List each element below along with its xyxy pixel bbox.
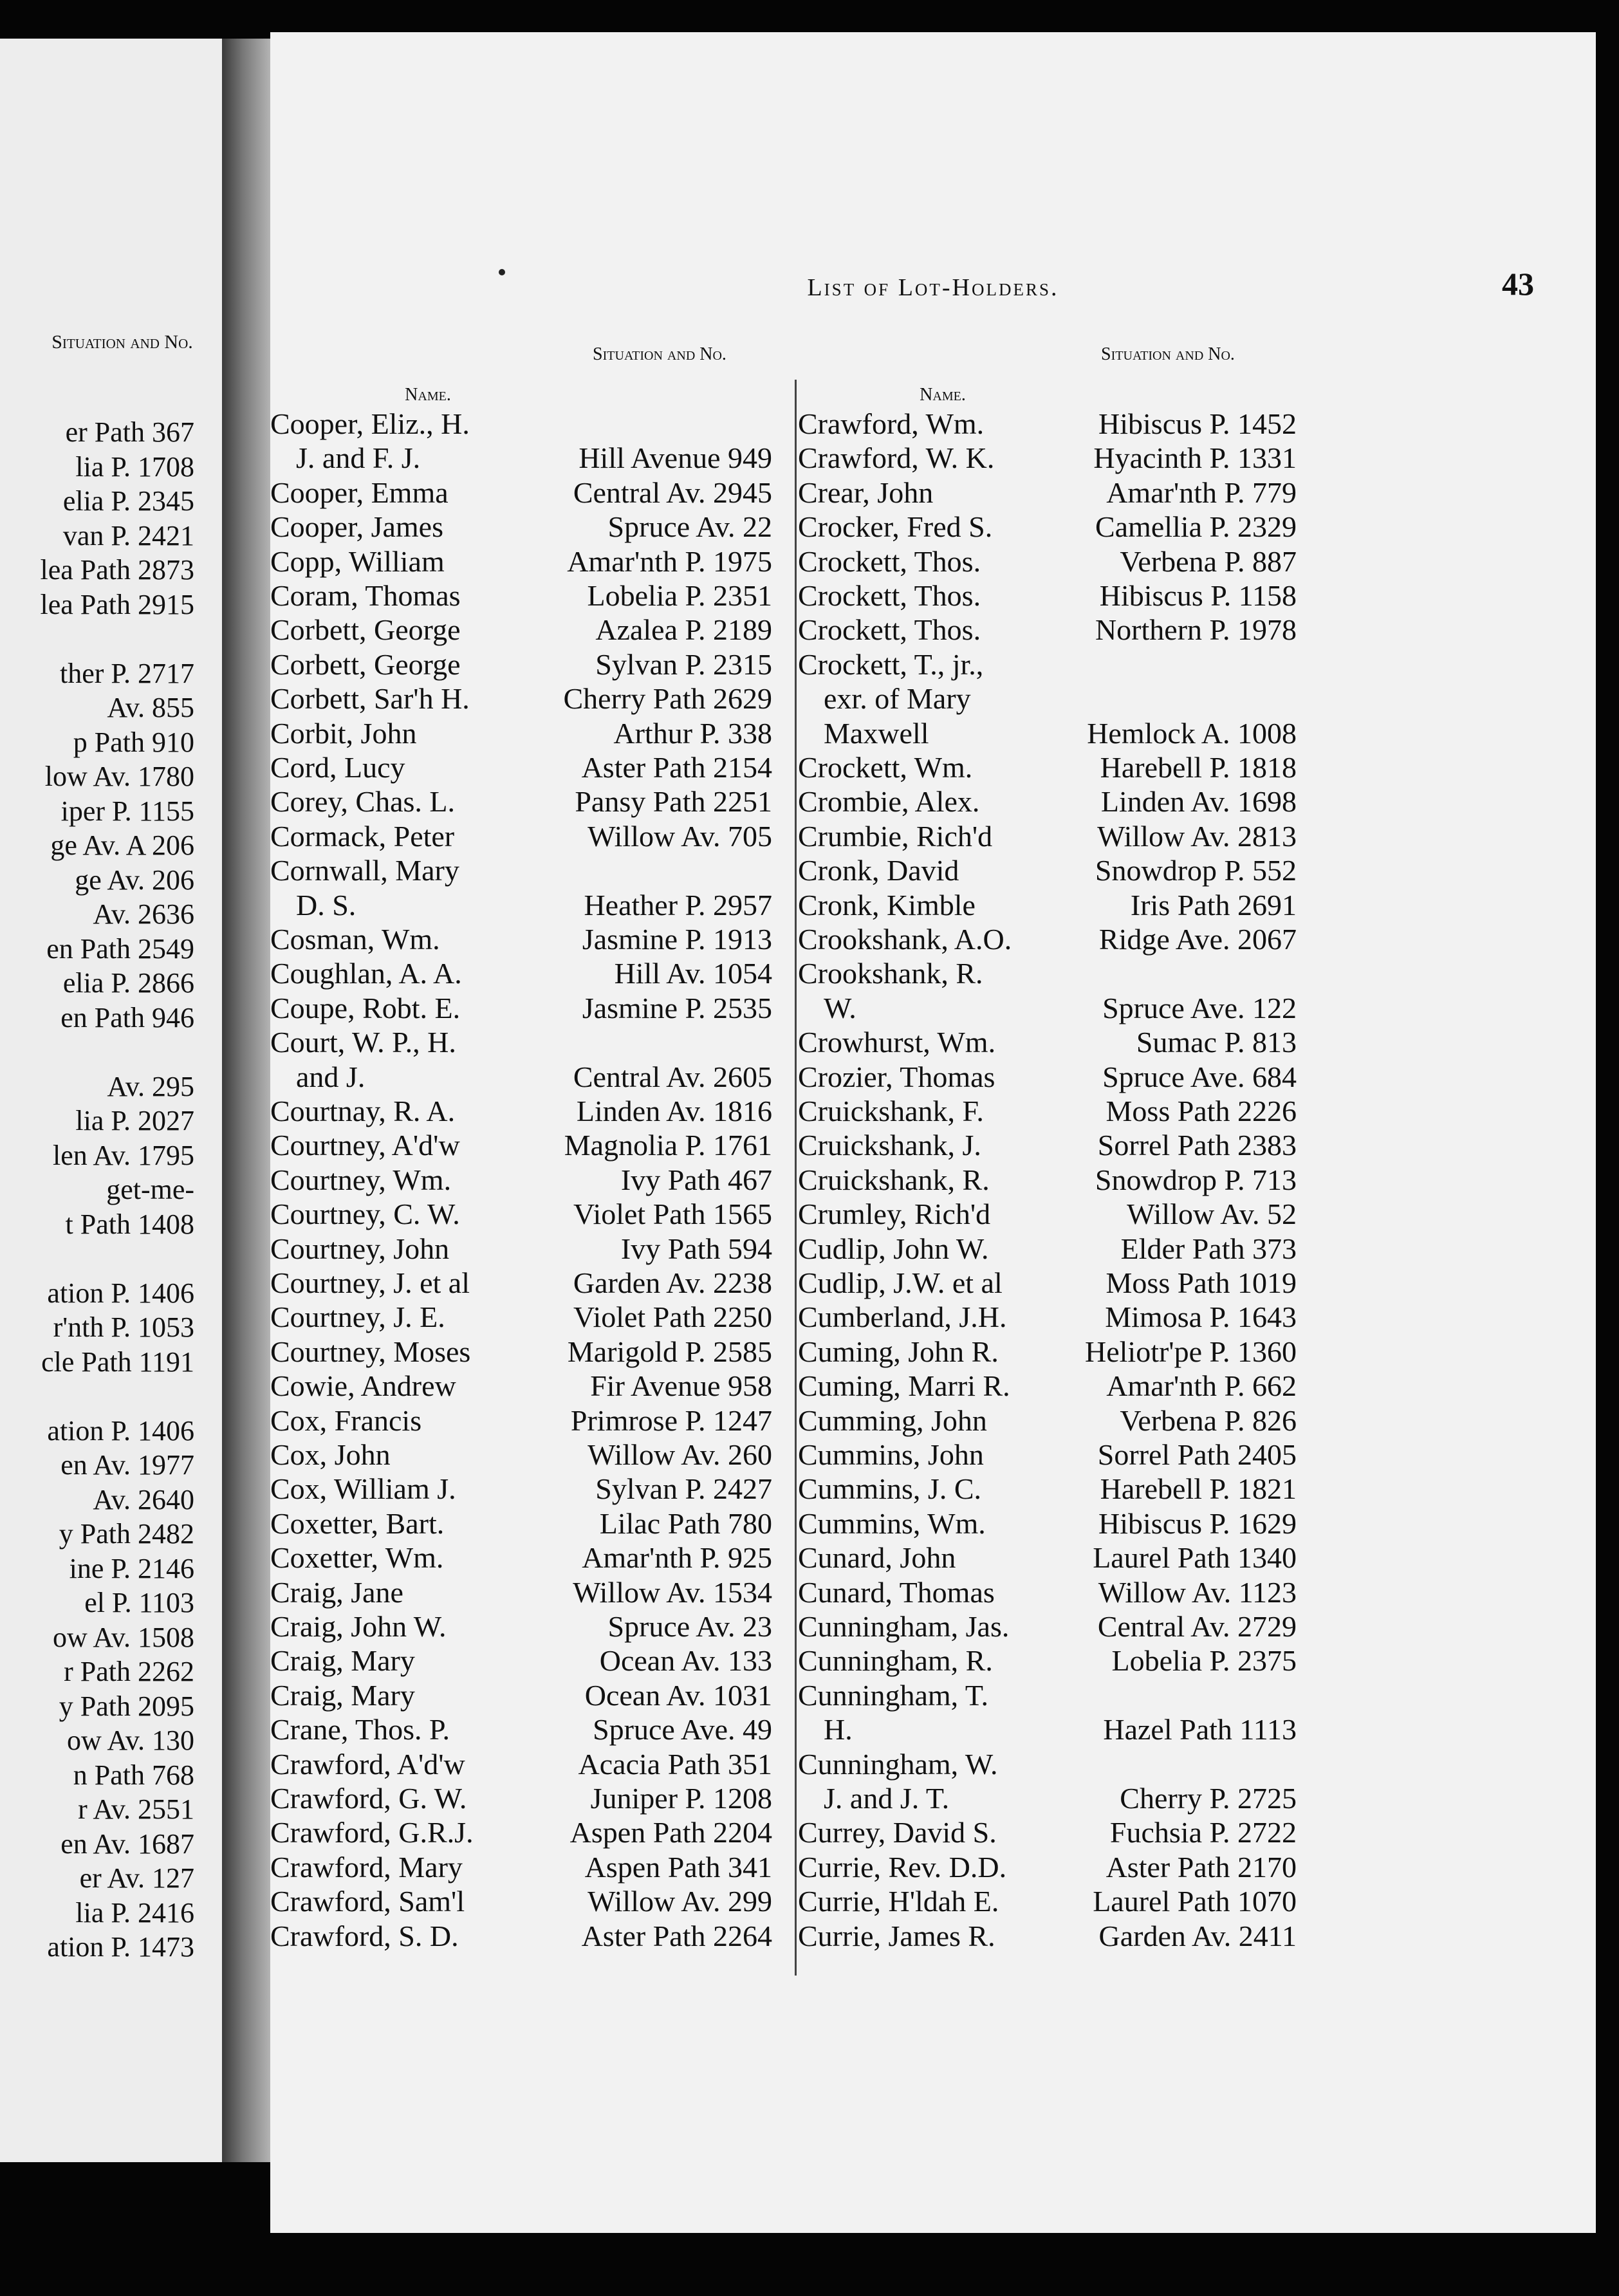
lot-situation: Willow Av. 1123 [1098, 1575, 1297, 1609]
lot-situation: Hill Avenue 949 [578, 441, 772, 475]
lot-situation: Fuchsia P. 2722 [1109, 1816, 1297, 1849]
holder-name: Cumming, John [798, 1403, 987, 1437]
left-fragment-row: n Path 768 [73, 1759, 194, 1791]
holder-name: Crawford, Sam'l [270, 1885, 465, 1918]
left-fragment-row: ation P. 1406 [47, 1414, 194, 1447]
left-fragment-row: er Av. 127 [79, 1862, 194, 1894]
lot-situation: Aspen Path 2204 [569, 1816, 772, 1849]
holder-name: Cunard, Thomas [798, 1575, 995, 1609]
holder-name: Crear, John [798, 476, 934, 509]
holder-name: Courtney, Wm. [270, 1163, 452, 1196]
lot-situation: Pansy Path 2251 [575, 785, 772, 819]
left-fragment-row: iper P. 1155 [60, 795, 194, 827]
holder-name: Crowhurst, Wm. [798, 1026, 996, 1059]
holder-name: Cronk, David [798, 854, 959, 887]
left-fragment-row: lia P. 1708 [75, 450, 194, 483]
holder-name: Coram, Thomas [270, 579, 461, 612]
holder-name: Cormack, Peter [270, 819, 455, 853]
lot-situation: Ivy Path 467 [620, 1163, 772, 1196]
holder-name: Coxetter, Bart. [270, 1506, 445, 1540]
holder-name: Crane, Thos. P. [270, 1713, 450, 1746]
holder-name: Cornwall, Mary [270, 854, 459, 887]
col2-situation-header: Situation and No. [1101, 344, 1235, 364]
holder-name: Court, W. P., H. [270, 1026, 456, 1059]
lot-situation: Cherry P. 2725 [1120, 1782, 1297, 1815]
left-fragment-row: lea Path 2873 [40, 554, 194, 586]
left-fragment-row: len Av. 1795 [53, 1139, 194, 1171]
holder-name: Crawford, A'd'w [270, 1747, 465, 1781]
lot-situation: Hibiscus P. 1158 [1099, 579, 1297, 612]
holder-name: D. S. [296, 888, 356, 921]
holder-name: Courtney, J. et al [270, 1266, 470, 1299]
lot-situation: Spruce Ave. 49 [593, 1713, 772, 1746]
holder-name: Maxwell [824, 716, 929, 750]
lot-situation: Spruce Ave. 122 [1102, 991, 1297, 1024]
holder-name: Currie, H'ldah E. [798, 1885, 999, 1918]
left-fragment-row: r Av. 2551 [78, 1793, 194, 1825]
lot-situation: Linden Av. 1816 [576, 1095, 772, 1127]
lot-situation: Lobelia P. 2375 [1111, 1644, 1297, 1678]
holder-name: and J. [296, 1060, 365, 1093]
lot-situation: Mimosa P. 1643 [1105, 1301, 1297, 1334]
holder-name: Courtney, C. W. [270, 1198, 460, 1231]
lot-situation: Willow Av. 705 [587, 819, 772, 853]
lot-situation: Ridge Ave. 2067 [1098, 923, 1297, 956]
holder-name: Crookshank, R. [798, 957, 983, 990]
holder-name: Crawford, G. W. [270, 1782, 467, 1815]
holder-name: Crombie, Alex. [798, 785, 980, 819]
holder-name: Cudlip, J.W. et al [798, 1266, 1003, 1299]
holder-name: Corbett, George [270, 647, 461, 681]
holder-name: Cronk, Kimble [798, 888, 976, 921]
holder-name: J. and F. J. [296, 441, 421, 475]
holder-name: Corbit, John [270, 716, 417, 750]
col1-situation-header: Situation and No. [593, 344, 726, 364]
holder-name: Coupe, Robt. E. [270, 991, 461, 1024]
holder-name: Courtney, A'd'w [270, 1129, 460, 1162]
holder-name: Crawford, Wm. [798, 407, 985, 440]
holder-name: J. and J. T. [824, 1782, 950, 1815]
holder-name: Craig, Mary [270, 1644, 415, 1678]
holder-name: Cummins, John [798, 1438, 984, 1471]
holder-name: Cruickshank, R. [798, 1163, 990, 1196]
lot-situation: Amar'nth P. 925 [582, 1541, 772, 1575]
holder-name: Cummins, Wm. [798, 1506, 986, 1540]
holder-name: Cox, John [270, 1438, 391, 1471]
left-fragment-row: en Av. 1687 [60, 1828, 194, 1860]
left-fragment-row: elia P. 2345 [62, 485, 194, 517]
holder-name: Cudlip, John W. [798, 1232, 989, 1265]
left-fragment-row: ation P. 1473 [47, 1931, 194, 1963]
lot-situation: Arthur P. 338 [613, 716, 772, 750]
lot-situation: Acacia Path 351 [578, 1747, 772, 1781]
holder-name: Coxetter, Wm. [270, 1541, 444, 1575]
lot-situation: Sorrel Path 2383 [1097, 1129, 1297, 1162]
holder-name: Cord, Lucy [270, 751, 405, 784]
left-fragment-row: elia P. 2866 [62, 967, 194, 999]
holder-name: Crawford, G.R.J. [270, 1816, 474, 1849]
page [270, 32, 1596, 2233]
holder-name: Crockett, Wm. [798, 751, 973, 784]
holder-name: Courtney, J. E. [270, 1301, 445, 1334]
left-fragment-row: ge Av. A 206 [50, 829, 194, 861]
lot-situation: Hazel Path 1113 [1103, 1713, 1297, 1746]
left-fragment-row: p Path 910 [73, 726, 194, 758]
lot-situation: Central Av. 2945 [573, 476, 772, 509]
holder-name: Crockett, T., jr., [798, 647, 984, 681]
lot-situation: Marigold P. 2585 [567, 1335, 772, 1368]
lot-situation: Cherry Path 2629 [563, 682, 772, 716]
lot-situation: Hibiscus P. 1629 [1098, 1506, 1297, 1540]
lot-situation: Snowdrop P. 552 [1095, 854, 1297, 887]
lot-situation: Sylvan P. 2315 [595, 647, 772, 681]
holder-name: Cox, Francis [270, 1403, 422, 1437]
holder-name: Cuming, Marri R. [798, 1369, 1010, 1403]
holder-name: Crawford, S. D. [270, 1919, 459, 1952]
lot-situation: Central Av. 2729 [1097, 1610, 1297, 1643]
lot-situation: Laurel Path 1070 [1093, 1885, 1297, 1918]
holder-name: Cooper, Eliz., H. [270, 407, 470, 440]
col1-name-header: Name. [405, 385, 451, 405]
holder-name: Cooper, Emma [270, 476, 449, 509]
holder-name: Corbett, George [270, 613, 461, 647]
holder-name: Corey, Chas. L. [270, 785, 456, 819]
left-fragment-row: get-me- [106, 1174, 194, 1205]
lot-situation: Moss Path 1019 [1106, 1266, 1297, 1299]
lot-situation: Amar'nth P. 779 [1106, 476, 1297, 509]
holder-name: Courtney, John [270, 1232, 450, 1265]
holder-name: Cunningham, R. [798, 1644, 993, 1678]
running-head: List of Lot-Holders. [807, 274, 1059, 301]
lot-situation: Iris Path 2691 [1130, 888, 1297, 921]
lot-situation: Central Av. 2605 [573, 1060, 772, 1093]
left-fragment-row: Av. 2636 [93, 898, 194, 930]
lot-situation: Camellia P. 2329 [1095, 510, 1297, 544]
holder-name: Cosman, Wm. [270, 923, 440, 956]
holder-name: Cruickshank, J. [798, 1129, 981, 1162]
page-number: 43 [1502, 266, 1534, 302]
holder-name: Courtnay, R. A. [270, 1095, 456, 1127]
lot-situation: Verbena P. 887 [1120, 544, 1297, 578]
book-gutter [222, 39, 273, 2162]
holder-name: Coughlan, A. A. [270, 957, 462, 990]
lot-situation: Snowdrop P. 713 [1095, 1163, 1297, 1196]
left-fragment-row: y Path 2482 [59, 1518, 194, 1550]
holder-name: exr. of Mary [824, 682, 971, 716]
lot-situation: Aster Path 2154 [581, 751, 772, 784]
lot-situation: Spruce Av. 23 [607, 1610, 772, 1643]
lot-situation: Heather P. 2957 [584, 888, 772, 921]
left-fragment-row: en Path 2549 [46, 932, 194, 965]
left-page-fragment [0, 39, 225, 2162]
left-fragment-row: low Av. 1780 [44, 761, 194, 792]
holder-name: Cuming, John R. [798, 1335, 999, 1368]
left-fragment-row: lia P. 2027 [75, 1105, 194, 1136]
left-fragment-row: ge Av. 206 [75, 864, 194, 896]
holder-name: Crockett, Thos. [798, 544, 981, 578]
left-fragment-row: r'nth P. 1053 [53, 1311, 194, 1343]
lot-situation: Amar'nth P. 662 [1106, 1369, 1297, 1403]
left-fragment-row: er Path 367 [65, 416, 194, 448]
left-fragment-row: ther P. 2717 [60, 657, 194, 689]
lot-situation: Juniper P. 1208 [590, 1782, 772, 1815]
column-divider [795, 380, 797, 1976]
holder-name: Cooper, James [270, 510, 443, 544]
lot-situation: Amar'nth P. 1975 [567, 544, 772, 578]
lot-situation: Hyacinth P. 1331 [1093, 441, 1297, 475]
left-fragment-row: ow Av. 1508 [53, 1621, 194, 1653]
lot-situation: Violet Path 2250 [573, 1301, 772, 1334]
holder-name: Crozier, Thomas [798, 1060, 995, 1093]
left-fragment-row: en Path 946 [60, 1001, 194, 1033]
lot-situation: Aster Path 2170 [1106, 1850, 1297, 1884]
left-fragment-row: t Path 1408 [65, 1208, 194, 1240]
lot-situation: Aster Path 2264 [581, 1919, 772, 1952]
lot-situation: Hibiscus P. 1452 [1098, 407, 1297, 440]
left-fragment-row: y Path 2095 [59, 1690, 194, 1722]
left-fragment-row: Av. 295 [107, 1070, 194, 1102]
lot-situation: Primrose P. 1247 [570, 1403, 772, 1437]
holder-name: Cumberland, J.H. [798, 1301, 1007, 1334]
left-fragment-row: r Path 2262 [64, 1656, 194, 1687]
holder-name: W. [824, 991, 856, 1024]
left-fragment-row: Av. 2640 [93, 1483, 194, 1515]
lot-situation: Willow Av. 2813 [1097, 819, 1297, 853]
holder-name: Courtney, Moses [270, 1335, 471, 1368]
holder-name: Cunningham, T. [798, 1678, 989, 1712]
holder-name: Currey, David S. [798, 1816, 997, 1849]
lot-situation: Jasmine P. 1913 [582, 923, 772, 956]
holder-name: Cowie, Andrew [270, 1369, 456, 1403]
left-fragment-row: lia P. 2416 [75, 1896, 194, 1929]
lot-situation: Jasmine P. 2535 [582, 991, 772, 1024]
lot-situation: Northern P. 1978 [1095, 613, 1297, 647]
lot-situation: Sylvan P. 2427 [595, 1472, 772, 1506]
holder-name: Craig, Jane [270, 1575, 403, 1609]
lot-situation: Harebell P. 1818 [1100, 751, 1297, 784]
lot-situation: Sorrel Path 2405 [1097, 1438, 1297, 1471]
lot-situation: Hemlock A. 1008 [1087, 716, 1297, 750]
left-fragment-row: lea Path 2915 [40, 588, 194, 620]
lot-situation: Sumac P. 813 [1136, 1026, 1297, 1059]
holder-name: Crumley, Rich'd [798, 1198, 991, 1231]
lot-situation: Spruce Av. 22 [607, 510, 772, 544]
lot-situation: Ocean Av. 133 [599, 1644, 772, 1678]
left-fragment-row: el P. 1103 [84, 1587, 194, 1618]
lot-situation: Harebell P. 1821 [1100, 1472, 1297, 1506]
holder-name: Crumbie, Rich'd [798, 819, 993, 853]
holder-name: Craig, Mary [270, 1678, 415, 1712]
lot-situation: Willow Av. 1534 [573, 1575, 772, 1609]
left-fragment-row: van P. 2421 [62, 519, 194, 551]
lot-situation: Elder Path 373 [1120, 1232, 1297, 1265]
col2-name-header: Name. [920, 385, 966, 405]
holder-name: Crockett, Thos. [798, 613, 981, 647]
holder-name: Cox, William J. [270, 1472, 456, 1506]
holder-name: Crawford, W. K. [798, 441, 995, 475]
holder-name: H. [824, 1713, 853, 1746]
lot-situation: Ivy Path 594 [620, 1232, 772, 1265]
lot-situation: Violet Path 1565 [573, 1198, 772, 1231]
lot-situation: Ocean Av. 1031 [584, 1678, 772, 1712]
lot-situation: Fir Avenue 958 [590, 1369, 772, 1403]
lot-situation: Willow Av. 260 [587, 1438, 772, 1471]
left-fragment-row: ow Av. 130 [67, 1725, 194, 1756]
left-fragment-row: en Av. 1977 [60, 1449, 194, 1481]
left-fragment-row: ine P. 2146 [69, 1552, 194, 1584]
lot-situation: Laurel Path 1340 [1093, 1541, 1297, 1575]
holder-name: Cunningham, Jas. [798, 1610, 1010, 1643]
left-fragment-row: Av. 855 [107, 692, 194, 723]
holder-name: Currie, Rev. D.D. [798, 1850, 1007, 1884]
holder-name: Corbett, Sar'h H. [270, 682, 470, 716]
lot-situation: Willow Av. 299 [587, 1885, 772, 1918]
holder-name: Crocker, Fred S. [798, 510, 993, 544]
lot-situation: Spruce Ave. 684 [1102, 1060, 1297, 1093]
holder-name: Craig, John W. [270, 1610, 447, 1643]
lot-situation: Heliotr'pe P. 1360 [1085, 1335, 1297, 1368]
lot-situation: Azalea P. 2189 [595, 613, 772, 647]
lot-situation: Linden Av. 1698 [1100, 785, 1297, 819]
lot-situation: Moss Path 2226 [1106, 1095, 1297, 1127]
holder-name: Copp, William [270, 544, 445, 578]
left-fragment-row: cle Path 1191 [41, 1346, 194, 1378]
holder-name: Cruickshank, F. [798, 1095, 984, 1127]
holder-name: Crookshank, A.O. [798, 923, 1012, 956]
holder-name: Cummins, J. C. [798, 1472, 982, 1506]
lot-situation: Magnolia P. 1761 [564, 1129, 772, 1162]
lot-situation: Aspen Path 341 [584, 1850, 772, 1884]
holder-name: Crawford, Mary [270, 1850, 463, 1884]
lot-situation: Lilac Path 780 [599, 1506, 772, 1540]
lot-situation: Lobelia P. 2351 [587, 579, 772, 612]
left-column-header: Situation and No. [51, 331, 193, 353]
holder-name: Cunningham, W. [798, 1747, 998, 1781]
lot-situation: Hill Av. 1054 [614, 957, 772, 990]
left-fragment-row: ation P. 1406 [47, 1277, 194, 1309]
lot-situation: Willow Av. 52 [1127, 1198, 1297, 1231]
lot-situation: Verbena P. 826 [1120, 1403, 1297, 1437]
holder-name: Currie, James R. [798, 1919, 995, 1952]
holder-name: Crockett, Thos. [798, 579, 981, 612]
lot-situation: Garden Av. 2411 [1098, 1919, 1297, 1952]
holder-name: Cunard, John [798, 1541, 956, 1575]
lot-situation: Garden Av. 2238 [573, 1266, 772, 1299]
